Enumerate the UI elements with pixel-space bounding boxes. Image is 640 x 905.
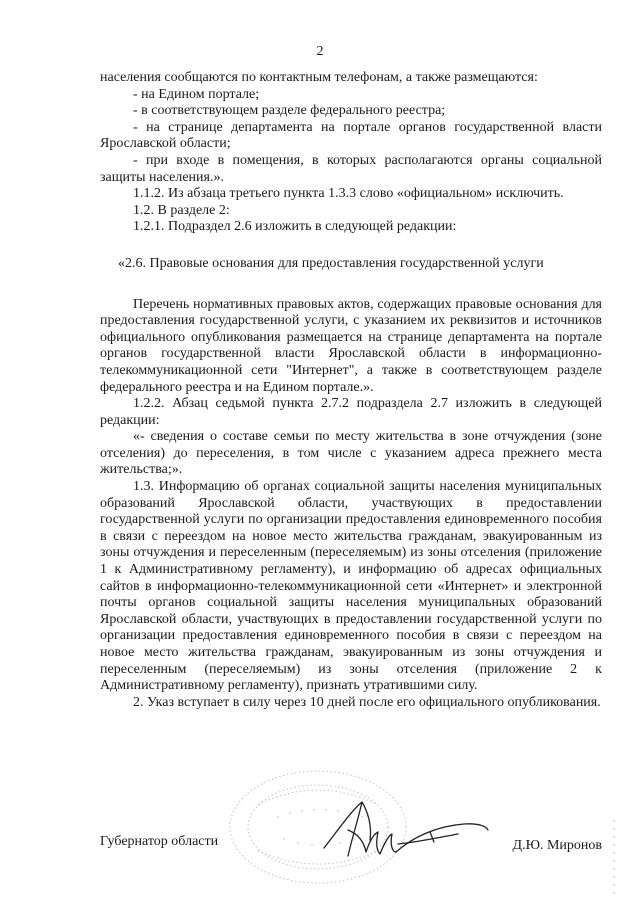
paragraph: 1.2.2. Абзац седьмой пункта 2.7.2 подраздела 2.7 изложить в следующей редакции: bbox=[100, 396, 602, 428]
paragraph: 1.2.1. Подраздел 2.6 изложить в следующей редакции: bbox=[133, 219, 457, 235]
paragraph: населения сообщаются по контактным телефонам, а также размещаются: bbox=[100, 70, 538, 85]
list-item: - при входе в помещения, в которых располагаются органы социальной защиты населения.». bbox=[100, 152, 602, 185]
section-heading: «2.6. Правовые основания для предоставления государственной услуги bbox=[118, 255, 544, 271]
list-item: - на странице департамента на портале органов государственной власти Ярославской области; bbox=[100, 119, 602, 152]
document-body bbox=[100, 70, 602, 711]
paragraph: 1.2. В разделе 2: bbox=[133, 202, 230, 218]
paragraph: 1.3. Информацию об органах социальной защиты населения муниципальных образований Ярославской области, участвующих в предоставлении государственной услуги по организации предоставления единовременного пособия в связи с переездом на новое место жительства гражданам, эвакуированным из зоны отчуждения и переселенным (переселяемым) из зоны отселения (приложение 1 к Административному регламенту), и информацию об адресах официальных сайтов в информационно-телекоммуникационной сети «Интернет» и электронной почты органов социальной защиты населения муниципальных образований Ярославской области, участвующих в предоставлении государственной услуги по организации предоставления единовременного пособия в связи с переездом на новое место жительства гражданам, эвакуированным из зоны отчуждения и переселенным (переселяемым) из зоны отселения (приложение 2 к Административному регламенту), признать утратившими силу. bbox=[100, 479, 602, 694]
quoted-paragraph: «- сведения о составе семьи по месту жительства в зоне отчуждения (зоне отселения) до переселения, в том числе с указанием адреса прежнего места жительства;». bbox=[100, 429, 602, 478]
signature-block bbox=[100, 834, 602, 874]
paragraph: Перечень нормативных правовых актов, содержащих правовые основания для предоставления государственной услуги, с указанием их реквизитов и источников официального опубликования размещается на странице департамента на портале органов государственной власти Ярославской области в информационно-телекоммуникационной сети "Интернет", а также в соответствующем разделе федерального реестра и на Едином портале.». bbox=[100, 296, 602, 395]
page-number: 2 bbox=[316, 44, 324, 59]
signatory-position: Губернатор области bbox=[100, 834, 219, 849]
margin-scan-marks bbox=[612, 820, 616, 900]
paragraph: 1.1.2. Из абзаца третьего пункта 1.3.3 слово «официальном» исключить. bbox=[133, 186, 564, 202]
list-item: - в соответствующем разделе федерального реестра; bbox=[133, 103, 446, 119]
paragraph: 2. Указ вступает в силу через 10 дней после его официального опубликования. bbox=[133, 694, 601, 710]
list-item: - на Едином портале; bbox=[133, 86, 260, 102]
signatory-name: Д.Ю. Миронов bbox=[512, 838, 602, 853]
